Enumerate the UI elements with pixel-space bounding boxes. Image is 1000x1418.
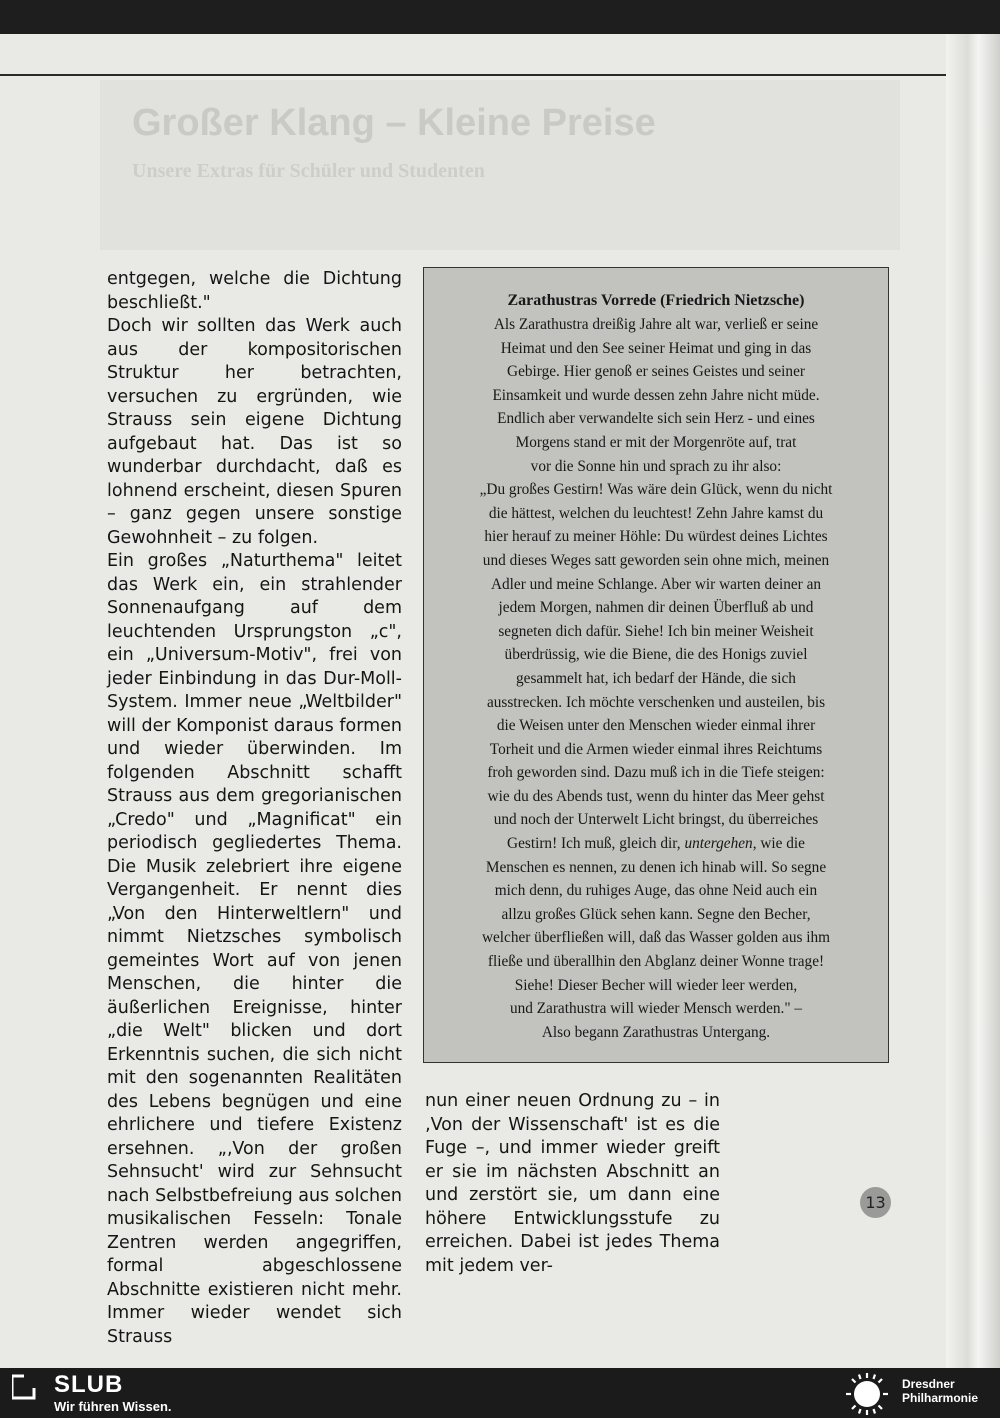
quote-line: froh geworden sind. Dazu muß ich in die Tiefe steigen: — [487, 764, 825, 782]
quote-line: „Du großes Gestirn! Was wäre dein Glück, wenn du nicht — [479, 481, 833, 499]
slub-tagline: Wir führen Wissen. — [54, 1399, 172, 1414]
quote-line: und dieses Weges satt geworden sein ohne mich, meinen — [482, 551, 830, 569]
quote-line: vor die Sonne hin und sprach zu ihr also: — [530, 457, 782, 475]
quote-line: welcher überfließen will, daß das Wasser golden aus ihm — [481, 929, 831, 947]
philharmonie-sun-logo-icon — [842, 1372, 892, 1416]
quote-line: die hättest, welchen du leuchtest! Zehn Jahre kamst du — [488, 504, 824, 522]
quote-line: überdrüssig, wie die Biene, die des Honigs zuviel — [504, 646, 808, 664]
quote-line: Torheit und die Armen wieder einmal ihres Reichtums — [489, 740, 823, 758]
quote-line: Heimat und den See seiner Heimat und ging in das — [500, 339, 812, 357]
quote-line: mich denn, du ruhiges Auge, das ohne Neid auch ein — [494, 882, 818, 900]
paragraph: nun einer neuen Ordnung zu – in ‚Von der Wissenschaft' ist es die Fuge –, und immer wieder greift er sie im nächsten Abschnitt an und zerstört sie, um dann eine höhere Entwicklungsstufe zu erreichen. Dabei ist jedes Thema mit jedem ver- — [425, 1091, 720, 1276]
quote-title: Zarathustras Vorrede (Friedrich Nietzsche) — [507, 292, 805, 309]
quote-line: die Weisen unter den Menschen wieder einmal ihrer — [496, 717, 816, 735]
slub-logo-icon — [12, 1374, 40, 1400]
quote-line: Gebirge. Hier genoß er seines Geistes und seiner — [507, 363, 805, 381]
quote-line: und Zarathustra will wieder Mensch werden." – — [509, 1000, 803, 1018]
footer-bar — [0, 1368, 1000, 1418]
slub-name: SLUB — [54, 1371, 124, 1398]
quote-line: Adler und meine Schlange. Aber wir warten deiner an — [490, 575, 822, 593]
quote-box — [423, 267, 889, 1063]
quote-line: Menschen es nennen, zu denen ich hinab will. So segne — [485, 858, 827, 876]
paragraph: Ein großes „Naturthema" leitet das Werk ein, ein strahlender Sonnenaufgang auf dem leuchtenden Ursprungston „c", ein „Universum-Motiv", frei von jeder Einbindung in das Dur-Moll-System. Immer neue „Weltbilder" will der Komponist daraus formen und wieder überwinden. Im folgenden Abschnitt schafft Strauss aus dem gregorianischen „Credo" und „Magnificat" ein periodisch gegliedertes Thema. Die Musik zelebriert ihre eigene Vergangenheit. Er nennt dies „Von den Hinterweltlern" und nimmt Nietzsches symbolisch gemeintes Wort auf von jenen Menschen, die hinter die äußerlichen Ereignisse, hinter „die Welt" blicken und dort Erkenntnis suchen, die sich nicht mit den sogenannten Realitäten des Lebens begnügen und eine ehrlichere und tiefere Existenz ersehnen. „‚Von der großen Sehnsucht' wird zur Sehnsucht nach Selbstbefreiung aus solchen musikalischen Fesseln: Tonale Zentren werden angegriffen, formal abgeschlossene Abschnitte existieren nicht mehr. Immer wieder wendet sich Strauss — [107, 551, 402, 1347]
quote-line: jedem Morgen, nahmen dir deinen Überfluß ab und — [498, 599, 814, 617]
paragraph: entgegen, welche die Dichtung beschließt." — [107, 269, 402, 313]
quote-line: Also begann Zarathustras Untergang. — [541, 1023, 771, 1041]
quote-line: Gestirn! Ich muß, gleich dir, untergehen, wie die — [507, 835, 805, 853]
quote-line: segneten dich dafür. Siehe! Ich bin meiner Weisheit — [498, 622, 814, 640]
quote-line: Endlich aber verwandelte sich sein Herz - und eines — [497, 410, 815, 428]
bleed-through-heading: Großer Klang – Kleine Preise — [132, 102, 656, 144]
bleed-through-subheading: Unsere Extras für Schüler und Studenten — [132, 160, 485, 182]
page-number: 13 — [860, 1187, 891, 1218]
quote-line: Morgens stand er mit der Morgenröte auf, trat — [515, 433, 797, 451]
philharmonie-line2: Philharmonie — [902, 1391, 979, 1405]
paragraph: Doch wir sollten das Werk auch aus der kompositorischen Struktur her betrachten, versuchen zu ergründen, wie Strauss sein eigene Dichtung aufgebaut hat. Das ist so wunderbar durchdacht, daß es lohnend erscheint, diesen Spuren – ganz gegen unsere sonstige Gewohnheit – zu folgen. — [107, 316, 402, 548]
left-text-column — [107, 268, 402, 1349]
quote-line: fließe und überallhin den Abglanz deiner Wonne trage! — [487, 953, 825, 971]
philharmonie-name — [902, 1377, 978, 1405]
right-text-column — [425, 1090, 720, 1278]
quote-line: Siehe! Dieser Becher will wieder leer werden, — [514, 976, 798, 994]
quote-line: Als Zarathustra dreißig Jahre alt war, verließ er seine — [493, 316, 819, 333]
quote-line: allzu großes Glück sehen kann. Segne den Becher, — [501, 905, 811, 923]
page-edge — [946, 34, 1000, 1368]
quote-line: ausstrecken. Ich möchte verschenken und austeilen, bis — [486, 693, 826, 711]
scan-top-border — [0, 0, 1000, 34]
quote-line: Einsamkeit und wurde dessen zehn Jahre nicht müde. — [492, 386, 820, 404]
quote-lines — [424, 313, 888, 1044]
quote-line: gesammelt hat, ich bedarf der Hände, die sich — [516, 669, 796, 687]
quote-line: und noch der Unterwelt Licht bringst, du überreiches — [493, 811, 819, 829]
header-rule — [0, 74, 946, 76]
quote-line: wie du des Abends tust, wenn du hinter das Meer gehst — [487, 787, 825, 805]
philharmonie-line1: Dresdner — [902, 1377, 955, 1391]
quote-line: hier herauf zu meiner Höhle: Du würdest deines Lichtes — [484, 528, 828, 546]
